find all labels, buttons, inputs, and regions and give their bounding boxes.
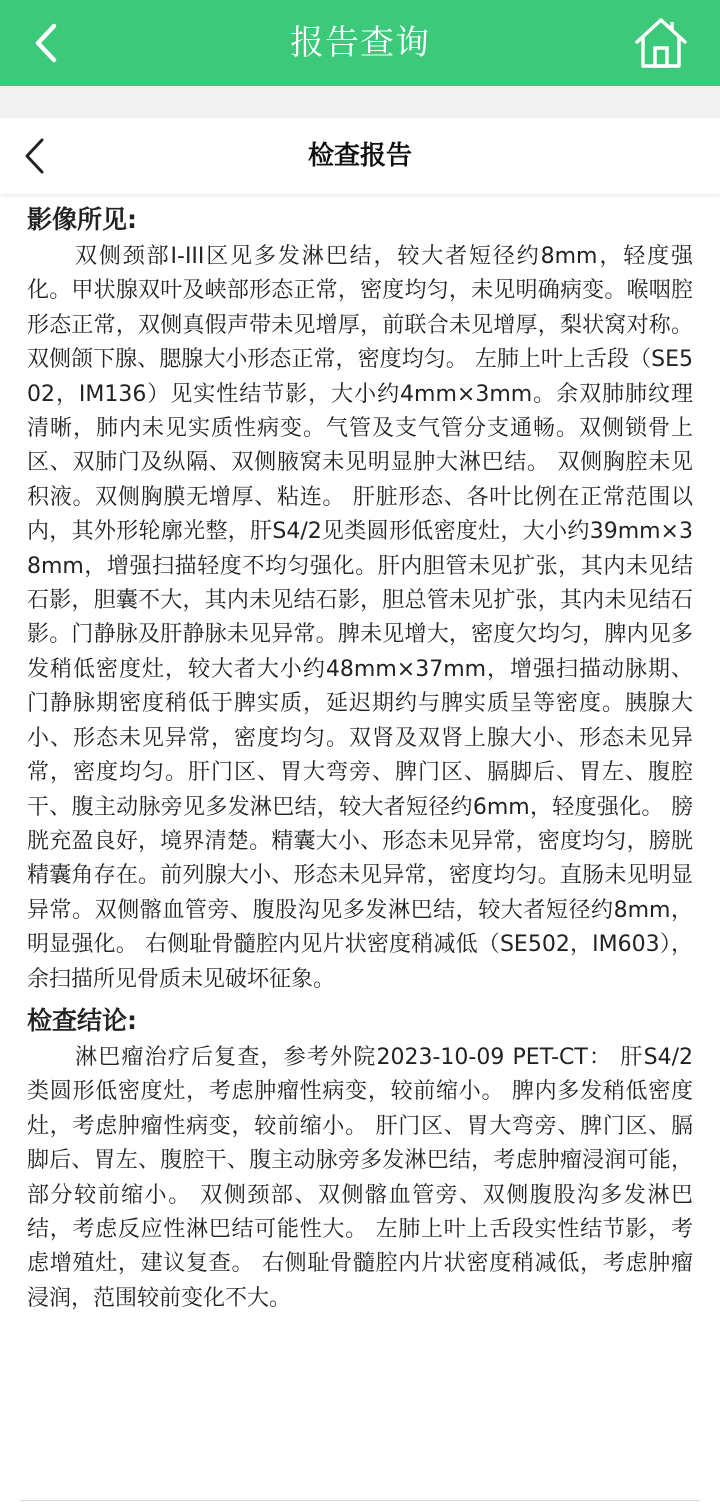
conclusion-text: 淋巴瘤治疗后复查，参考外院2023-10-09 PET-CT： 肝S4/2类圆形低密度灶，考虑肿瘤性病变，较前缩小。 脾内多发稍低密度灶，考虑肿瘤性病变，较前缩小。 肝门区、胃大弯旁、脾门区、膈脚后、胃左、腹腔干、腹主动脉旁多发淋巴结，考虑肿瘤浸润可能，部分较前缩小。 双侧颈部、双侧髂血管旁、双侧腹股沟多发淋巴结，考虑反应性淋巴结可能性大。 左肺上叶上舌段实性结节影，考虑增殖灶，建议复查。 右侧耻骨髓腔内片状密度稍减低，考虑肿瘤浸润，范围较前变化不大。: [27, 1044, 693, 1311]
findings-text: 双侧颈部I-III区见多发淋巴结，较大者短径约8mm，轻度强化。甲状腺双叶及峡部形态正常，密度均匀，未见明确病变。喉咽腔形态正常，双侧真假声带未见增厚，前联合未见增厚，梨状窝对称。双侧颌下腺、腮腺大小形态正常，密度均匀。 左肺上叶上舌段（SE502，IM136）见实性结节影，大小约4mm×3mm。余双肺肺纹理清晰，肺内未见实质性病变。气管及支气管分支通畅。双侧锁骨上区、双肺门及纵隔、双侧腋窝未见明显肿大淋巴结。 双侧胸腔未见积液。双侧胸膜无增厚、粘连。 肝脏形态、各叶比例在正常范围以内，其外形轮廓光整，肝S4/2见类圆形低密度灶，大小约39mm×38mm，增强扫描轻度不均匀强化。肝内胆管未见扩张，其内未见结石影，胆囊不大，其内未见结石影，胆总管未见扩张，其内未见结石影。门静脉及肝静脉未见异常。脾未见增大，密度欠均匀，脾内见多发稍低密度灶，较大者大小约48mm×37mm，增强扫描动脉期、门静脉期密度稍低于脾实质，延迟期约与脾实质呈等密度。胰腺大小、形态未见异常，密度均匀。双肾及双肾上腺大小、形态未见异常，密度均匀。肝门区、胃大弯旁、脾门区、膈脚后、胃左、腹腔干、腹主动脉旁见多发淋巴结，较大者短径约6mm，轻度强化。 膀胱充盈良好，境界清楚。精囊大小、形态未见异常，密度均匀，膀胱精囊角存在。前列腺大小、形态未见异常，密度均匀。直肠未见明显异常。双侧髂血管旁、腹股沟见多发淋巴结，较大者短径约8mm，明显强化。 右侧耻骨髓腔内见片状密度稍减低（SE502，IM603），余扫描所见骨质未见破坏征象。: [27, 244, 693, 992]
home-button[interactable]: [634, 16, 688, 70]
findings-heading: 影像所见:: [27, 205, 137, 234]
report-content: [27, 200, 693, 1316]
divider: [20, 1500, 700, 1501]
app-title: 报告查询: [290, 23, 430, 63]
header-spacer: [0, 86, 720, 118]
home-icon: [634, 16, 688, 70]
conclusion-heading: 检查结论:: [27, 1005, 137, 1035]
page-title: 检查报告: [307, 141, 412, 171]
report-header: [0, 118, 720, 194]
app-header: [0, 0, 720, 86]
